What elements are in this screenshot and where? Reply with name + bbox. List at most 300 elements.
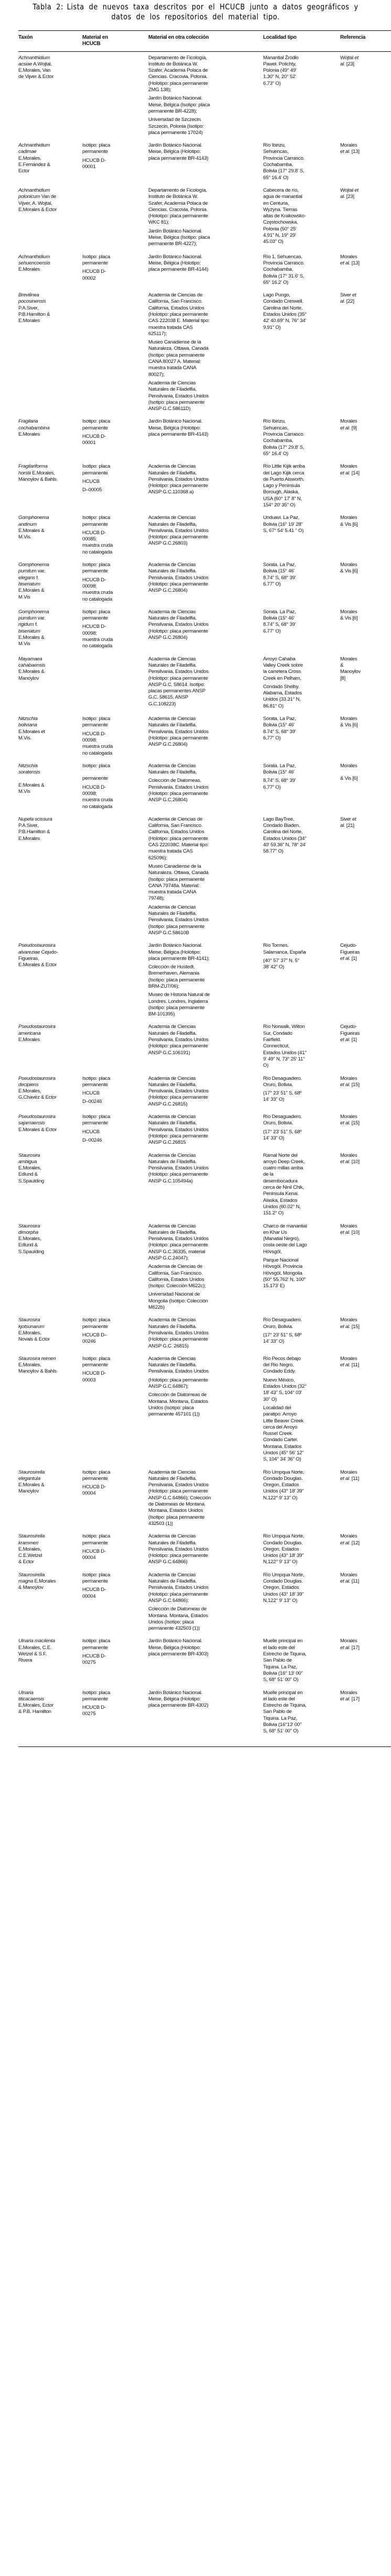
- cell-reference: [340, 1111, 391, 1149]
- cell-material-hcucb: [82, 1569, 148, 1635]
- cell-taxon: [18, 184, 82, 251]
- cell-locality-paragraph: (17° 23' 51" S, 68º 14' 33" O): [263, 1332, 302, 1345]
- cell-locality-paragraph: Cabecera de río, agua de manantial en Centuria, Wyżyna. Tierras altas de Krakowsko- Częstochowska, Polonia (50° 25' 4.91" N, 19° 29' 45.03" O): [263, 187, 306, 245]
- cell-material-other-paragraph: Colección de Diatomeas. Pensilvania, Estados Unidos (Holotipo: placa permanente ANSP G.C.26804): [148, 778, 209, 803]
- table-row: [18, 939, 391, 1021]
- reference-author: Wojtal: [340, 187, 355, 193]
- cell-taxon: [18, 415, 82, 460]
- cell-material-hcucb-paragraph: Isotipo: placa permanente: [82, 562, 111, 574]
- cell-locality-paragraph: Río Tormes. Salamanca, España: [263, 943, 306, 955]
- reference-citation: [22]: [345, 298, 354, 305]
- cell-material-hcucb: [82, 460, 148, 512]
- header-material-other: Material en otra colección: [148, 31, 263, 52]
- reference-author: Morales: [340, 253, 357, 260]
- cell-material-other-paragraph: Academia de Ciencias Naturales de Filadelfia. Pensilvania, Estados Unidos (Holotipo: placa permanente ANSP G.C.106191): [148, 1024, 209, 1056]
- cell-material-hcucb-paragraph: Isotipo: placa permanente: [82, 1638, 111, 1651]
- cell-material-hcucb: [82, 415, 148, 460]
- cell-locality: [263, 1111, 340, 1149]
- reference-author: Morales: [340, 1355, 357, 1362]
- taxon-author: E.Morales & Manoylov: [18, 669, 45, 681]
- reference-author: Morales: [340, 142, 357, 149]
- cell-material-other: [148, 289, 263, 415]
- header-reference: Referencia: [340, 31, 391, 52]
- taxon-name: Pseudostaurosira alvareziae: [18, 943, 56, 955]
- cell-locality-paragraph: Unduavi. La Paz, Bolivia (16° 19' 28" S, 67° 54' 5.41 " O): [263, 515, 304, 534]
- cell-material-hcucb: [82, 653, 148, 713]
- cell-locality: [263, 1635, 340, 1686]
- cell-material-other-paragraph: Colección de Hustedt. Bremerhaven, Alemania (Isotipo: placa permanente BRM-ZU7/06);: [148, 964, 205, 989]
- reference-author: Morales: [340, 1638, 357, 1644]
- cell-material-hcucb: [82, 289, 148, 415]
- cell-material-other-paragraph: Academia de Ciencias Naturales de Filadelfia. Pensilvania, Estados Unidos (Holotipo: placa permanente ANSP G.C. 26815): [148, 1317, 209, 1349]
- reference-et-al: et al.: [340, 1644, 351, 1651]
- cell-locality: [263, 1687, 340, 1747]
- cell-material-other-paragraph: Colección de Diatomeas de Montana. Montana, Estados Unidos (Isotipo: placa permanente 457101 (1)): [148, 1392, 208, 1418]
- taxon-name: Nitzschia boliviana: [18, 716, 38, 728]
- reference-citation: [12]: [350, 1540, 360, 1546]
- reference-author: Morales: [340, 418, 357, 425]
- cell-reference: [340, 606, 391, 653]
- cell-material-other-paragraph: Academia de Ciencias Naturales de Filadelfia. Pensilvania, Estados Unidos: [148, 1355, 209, 1375]
- taxon-author: E.Morales & M.Vis: [18, 782, 45, 794]
- cell-material-other-paragraph: Academia de Ciencias de California, San Francisco. California, Estados Unidos (Holotipo: placa permanente CAS 222038 E. Material tipo: muestra tratada CAS 625117);: [148, 292, 210, 337]
- cell-taxon: [18, 460, 82, 512]
- reference-citation: [1]: [350, 1037, 357, 1043]
- cell-locality: [263, 713, 340, 760]
- cell-material-other: [148, 1220, 263, 1314]
- taxon-author: P.A.Siver, P.B.Hamilton & E.Morales: [18, 823, 50, 842]
- cell-locality-paragraph: Arroyo Cahaba Valley Creek sobre la carretera Cross Creek en Pelham,: [263, 656, 303, 681]
- cell-material-hcucb: [82, 1111, 148, 1149]
- taxon-form: biseriatum: [18, 581, 40, 587]
- reference-et-al: et al.: [340, 1362, 351, 1368]
- reference-et-al: et al.: [340, 1081, 351, 1088]
- taxon-name: Achnanthidium cadimae: [18, 142, 50, 155]
- table-row: [18, 1314, 391, 1352]
- cell-taxon: [18, 289, 82, 415]
- cell-material-other: [148, 1021, 263, 1072]
- cell-material-other: [148, 139, 263, 184]
- header-locality: Localidad tipo: [263, 31, 340, 52]
- table-row: [18, 251, 391, 289]
- taxon-name: Gomphonema pumilum: [18, 609, 49, 622]
- reference-et-al: et al.: [340, 470, 351, 476]
- cell-taxon: [18, 1021, 82, 1072]
- cell-material-other-paragraph: Universidad de Szczecin. Szczecin, Polonia (Isotipo: placa permanente 17024): [148, 117, 204, 136]
- cell-reference: [340, 1220, 391, 1314]
- taxon-name: Nitzschia soratensis: [18, 762, 40, 776]
- cell-material-other: [148, 1149, 263, 1220]
- cell-reference: [340, 1569, 391, 1635]
- cell-material-other-paragraph: Jardín Botánico Nacional. Meise, Bélgica (Holotipo: placa permanente BR-4302): [148, 1689, 209, 1709]
- reference-author: Morales: [340, 1317, 357, 1323]
- reference-et-al: et al.: [340, 816, 356, 829]
- cell-locality: [263, 1149, 340, 1220]
- cell-material-other-paragraph: Academia de Ciencias de California, San Francisco. California, Estados Unidos (Holotipo: placa permanente CAS 222038C. Material tipo: muestra tratada CAS 625096);: [148, 816, 209, 861]
- cell-material-hcucb-paragraph: HCUCB: [82, 478, 100, 484]
- cell-material-other-paragraph: Universidad Nacional de Mongolia (Isotipo: Colección M622b): [148, 1291, 208, 1311]
- cell-locality-paragraph: (40° 57' 37" N, 5° 38' 42" O): [263, 957, 300, 970]
- reference-et-al: et al.: [340, 1540, 351, 1546]
- taxon-author: E.Morales: [18, 267, 40, 273]
- taxon-author: E.Morales, Novais & Ector: [18, 1330, 50, 1343]
- table-row: [18, 1635, 391, 1686]
- cell-material-hcucb: [82, 939, 148, 1021]
- cell-material-other-paragraph: Departamento de Ficología, Instituto de Botánica W. Szafer, Academia Polaca de Ciencias. Cracovia, Polonia. (Holotipo: placa permanente ZMG 138);: [148, 54, 208, 93]
- cell-locality-paragraph: 8.74" S, 68° 39' 6.77" O): [263, 778, 296, 790]
- taxon-author: E.Morales: [18, 432, 40, 438]
- reference-citation: [15]: [350, 1323, 360, 1330]
- reference-author: Morales: [340, 1469, 357, 1475]
- cell-material-hcucb-paragraph: HCUCB: [82, 1090, 100, 1097]
- table-body: [18, 51, 391, 1746]
- taxon-author: E.Morales & Manoylov: [18, 1578, 56, 1591]
- cell-locality: [263, 939, 340, 1021]
- reference-author: Morales: [340, 1114, 357, 1120]
- reference-et-al: et al.: [340, 1696, 351, 1702]
- taxon-name: Ulnaria macilenta: [18, 1638, 55, 1644]
- cell-reference: [340, 1530, 391, 1568]
- taxon-author: E.Morales et M.Vis.: [18, 728, 45, 741]
- cell-material-other: [148, 1111, 263, 1149]
- table-caption: [27, 0, 364, 22]
- cell-locality: [263, 559, 340, 606]
- taxon-author: E.Morales, G.Chavéz & Ector: [18, 1088, 57, 1101]
- cell-material-hcucb-paragraph: Isotipo: placa permanente: [82, 463, 111, 476]
- cell-material-hcucb-paragraph: HCUCB D- 00098; muestra cruda no catalogada: [82, 577, 113, 602]
- cell-material-other: [148, 1635, 263, 1686]
- cell-material-hcucb-paragraph: Isotipo: placa permanente: [82, 253, 111, 266]
- taxon-author: var.: [37, 615, 46, 622]
- cell-material-hcucb-paragraph: HCUCB D- 00098; muestra cruda no catalogada: [82, 784, 113, 810]
- cell-material-hcucb: [82, 1530, 148, 1568]
- cell-material-hcucb-paragraph: HCUCB D- 00002: [82, 269, 106, 281]
- cell-locality-paragraph: Sorata. La Paz, Bolivia (15° 46' 8.74" S, 68° 39' 6.77" O): [263, 609, 296, 634]
- reference-author: Morales & Vis [6]: [340, 762, 358, 782]
- taxon-name: Fragilariforma horstii: [18, 463, 48, 476]
- cell-material-hcucb-paragraph: Isotipo: placa permanente: [82, 1114, 111, 1126]
- cell-locality-paragraph: Sorata. La Paz, Bolivia (15° 46': [263, 762, 296, 776]
- table-row: [18, 760, 391, 813]
- cell-material-other: [148, 1073, 263, 1111]
- taxon-name: Gomphonema andinum: [18, 515, 49, 527]
- taxon-author: E.Morales, C.E. Wetzel & S.F. Rivera: [18, 1644, 52, 1664]
- cell-material-other-paragraph: Academia de Ciencias Naturales de Filadelfia. Pensilvania, Estados Unidos (Holotipo: placa permanente ANSP G.C.110368 a): [148, 463, 209, 495]
- cell-material-other-paragraph: Jardín Botánico Nacional. Meise, Bélgica (Isotipo: placa permanente BR-4228);: [148, 95, 210, 114]
- reference-citation: [17]: [350, 1644, 360, 1651]
- cell-locality: [263, 1021, 340, 1072]
- table-row: [18, 1530, 391, 1568]
- taxon-name: Gomphonema pumilum: [18, 562, 49, 574]
- reference-et-al: et al.: [340, 54, 359, 67]
- cell-material-other-paragraph: Academia de Ciencias Naturales de Filadelfia. Pensilvania, Estados Unidos (Holotipo: placa permanente ANSP G.C.26815): [148, 1075, 209, 1107]
- cell-material-hcucb: [82, 1149, 148, 1220]
- cell-locality-paragraph: Río Desaguadero. Oruro, Bolivia.: [263, 1114, 302, 1126]
- cell-material-other-paragraph: Jardín Botánico Nacional. Meise, Bélgica (Holotipo: placa permanente BR-4144): [148, 253, 209, 273]
- taxon-variety: elegans: [18, 574, 35, 581]
- cell-material-other-paragraph: Academia de Ciencias Naturales de Filadelfia. Pensilvania, Estados Unidos (Holotipo: placa permanente ANSP G.C.26804): [148, 609, 209, 641]
- cell-locality: [263, 415, 340, 460]
- cell-reference: [340, 653, 391, 713]
- reference-et-al: et al.: [340, 1323, 351, 1330]
- cell-locality: [263, 1569, 340, 1635]
- reference-et-al: et al.: [340, 1158, 351, 1165]
- cell-material-hcucb-paragraph: Isotipo: placa permanente: [82, 1355, 111, 1368]
- reference-author: Morales: [340, 1689, 357, 1696]
- cell-locality-paragraph: Río Ibirizu, Sehuencas, Provincia Carrasco. Cochabamba, Bolivia (17° 29.8' S, 65° 16.4' O): [263, 418, 305, 457]
- cell-locality-paragraph: Río Umpqua Norte, Condado Douglas. Oregon, Estados Unidos (43° 18' 39" N,122° 9' 13" O): [263, 1469, 305, 1501]
- reference-citation: [11]: [350, 1362, 360, 1368]
- cell-material-other: [148, 559, 263, 606]
- cell-material-other: [148, 1466, 263, 1531]
- cell-locality: [263, 1314, 340, 1352]
- reference-author: Morales & Vis [6]: [340, 562, 358, 574]
- cell-material-other-paragraph: Departamento de Ficología, Instituto de Botánica W. Szafer, Academia Polaca de Ciencias. Cracovia, Polonia. (Holotipo: placa permanente WKC 81);: [148, 187, 208, 226]
- cell-reference: [340, 1314, 391, 1352]
- cell-taxon: [18, 813, 82, 939]
- cell-locality: [263, 289, 340, 415]
- table-row: [18, 139, 391, 184]
- cell-taxon: [18, 139, 82, 184]
- cell-material-other-paragraph: Jardín Botánico Nacional. Meise, Bélgica (Holotipo: placa permanente BR-4143): [148, 142, 209, 161]
- cell-material-hcucb-paragraph: HCUCB D- 00275: [82, 1653, 106, 1666]
- cell-material-other-paragraph: Academia de Ciencias Naturales de Filadelfia. Pensilvania, Estados Unidos (Isotipo: placa permanente ANSP G.C.58611D): [148, 380, 209, 412]
- header-taxon: Taxón: [18, 31, 82, 52]
- cell-material-hcucb-paragraph: HCUCB D- 00275: [82, 1705, 106, 1717]
- reference-author: Morales: [340, 1572, 357, 1578]
- cell-locality-paragraph: Río Umpqua Norte, Condado Douglas. Oregon, Estados Unidos (43° 18' 39" N,122° 9' 13" O): [263, 1572, 305, 1604]
- reference-citation: [23]: [345, 61, 354, 67]
- cell-locality-paragraph: Sorata. La Paz, Bolivia (15° 46' 8.74" S, 68° 39' 6.77" O): [263, 716, 296, 741]
- table-row: [18, 51, 391, 139]
- cell-material-hcucb-paragraph: HCUCB: [82, 1129, 100, 1135]
- cell-material-hcucb-paragraph: Isotipo: placa permanente: [82, 418, 111, 431]
- cell-material-other-paragraph: Jardín Botánico Nacional. Meise, Bélgica (Holotipo: placa permanente BR-4303): [148, 1638, 209, 1657]
- taxon-name: Staurosira kjotsunarum: [18, 1317, 45, 1330]
- cell-material-hcucb-paragraph: Isotipo: placa permanente: [82, 1572, 111, 1585]
- cell-material-hcucb-paragraph: D–00246: [82, 1137, 102, 1143]
- taxon-name: Mayamaea cahabaensis: [18, 656, 46, 668]
- taxon-name: Achnanthidium sehuencoensis: [18, 253, 50, 266]
- taxon-author: A.Wojtal, E.Morales, Van de Vijver & Ector: [18, 61, 54, 80]
- taxa-table: [18, 30, 391, 1747]
- cell-reference: [340, 460, 391, 512]
- cell-locality-paragraph: Nuevo México, Estados Unidos (32° 18' 43" S, 104° 03' 30" O): [263, 1377, 307, 1402]
- cell-material-other-paragraph: Museo Canadiense de la Naturaleza. Ottawa, Canadá (Isotipo: placa permanente CANA 80027 A. Material: muestra tratada CANA 80027);: [148, 339, 209, 378]
- cell-material-other: [148, 813, 263, 939]
- taxon-name: Ulnaria titicacaensis: [18, 1689, 45, 1702]
- cell-material-hcucb: [82, 813, 148, 939]
- cell-material-other-paragraph: (Holotipo: placa permanente ANSP G.C.64867);: [148, 1377, 208, 1390]
- cell-taxon: [18, 1314, 82, 1352]
- header-material-hcucb: Material en HCUCB: [82, 31, 148, 52]
- cell-locality-paragraph: Lago BayTree, Condado Bladen. Carolina del Norte, Estados Unidos (34° 40' 59.36" N, 78° 24' 58.77" O): [263, 816, 307, 855]
- cell-reference: [340, 813, 391, 939]
- taxon-author: E.Morales & M.Vis.: [18, 527, 45, 540]
- cell-material-other: [148, 460, 263, 512]
- taxon-name: Achnanthidium polonicum: [18, 187, 50, 200]
- cell-material-other: [148, 1687, 263, 1747]
- table-header-row: [18, 31, 391, 52]
- table-row: [18, 713, 391, 760]
- cell-locality: [263, 1220, 340, 1314]
- reference-author: Morales & Vis [6]: [340, 716, 358, 728]
- taxon-author: E.Morales & Ector: [18, 1126, 57, 1133]
- cell-material-hcucb-paragraph: HCUCB D- 00001: [82, 157, 106, 170]
- taxon-author: E.Morales, Manoylov & Bahls: [18, 470, 57, 482]
- cell-material-hcucb-paragraph: HCUCB D- 00085; muestra cruda no catalogada: [82, 529, 113, 555]
- reference-citation: [15]: [350, 1081, 360, 1088]
- taxon-name: Pseudostaurosira sajamaensis: [18, 1114, 56, 1126]
- cell-material-other-paragraph: Academia de Ciencias Naturales de Filadelfia. Pensilvania, Estados Unidos (Holotipo: placa permanente ANSP G.C.64866); Colección de Diatomeas de Montana. Montana, Estados Unidos (Isotipo: placa permanente 432503 (1)): [148, 1469, 211, 1527]
- table-row: [18, 1466, 391, 1531]
- cell-taxon: [18, 713, 82, 760]
- taxon-name: Achnanthidium acsiae: [18, 54, 50, 67]
- cell-material-hcucb: [82, 51, 148, 139]
- reference-citation: [11]: [350, 1578, 360, 1585]
- cell-reference: [340, 1353, 391, 1466]
- cell-material-hcucb-paragraph: HCUCB D- 00001: [82, 434, 106, 446]
- cell-taxon: [18, 1149, 82, 1220]
- cell-material-other-paragraph: Academia de Ciencias Naturales de Filadelfia. Pensilvania, Estados Unidos (Holotipo: placa permanente ANSP G.C.26804): [148, 716, 209, 748]
- cell-reference: [340, 1021, 391, 1072]
- cell-locality: [263, 51, 340, 139]
- table-row: [18, 1220, 391, 1314]
- cell-material-hcucb-paragraph: HCUCB D- 00004: [82, 1548, 106, 1561]
- cell-locality: [263, 1073, 340, 1111]
- cell-material-other-paragraph: Academia de Ciencias Naturales de Filadelfia. Pensilvania, Estados Unidos (Holotipo: placa permanente ANSP G.C. 58614. Isotipo: placas permanentes ANSP G.C. 58615, ANSP G.C.108223): [148, 656, 209, 707]
- cell-taxon: [18, 1530, 82, 1568]
- cell-material-hcucb: [82, 139, 148, 184]
- cell-reference: [340, 251, 391, 289]
- cell-material-other-paragraph: Academia de Ciencias Naturales de Filadelfia. Pensilvania, Estados Unidos (Holotipo: placa permanente ANSP G.C.105494a): [148, 1152, 209, 1184]
- reference-citation: [23]: [345, 194, 354, 200]
- cell-material-hcucb-paragraph: Isotipo: placa permanente: [82, 762, 111, 782]
- cell-locality: [263, 653, 340, 713]
- reference-author: Siver: [340, 816, 353, 822]
- cell-material-other: [148, 1569, 263, 1635]
- cell-material-other-paragraph: Academia de Ciencias Naturales de Filadelfia,: [148, 762, 197, 776]
- cell-material-other: [148, 939, 263, 1021]
- taxon-author: E.Morales, Edlund & S.Spaulding: [18, 1165, 44, 1184]
- taxon-variety: rigidum: [18, 622, 34, 628]
- table-row: [18, 415, 391, 460]
- cell-locality: [263, 606, 340, 653]
- cell-material-hcucb-paragraph: HCUCB D- 00098; muestra cruda no catalogada: [82, 731, 113, 756]
- cell-reference: [340, 559, 391, 606]
- table-row: [18, 606, 391, 653]
- cell-taxon: [18, 760, 82, 813]
- caption-label: Tabla 2:: [32, 2, 63, 12]
- reference-et-al: et al.: [340, 1120, 351, 1126]
- cell-material-hcucb-paragraph: D–00246: [82, 1099, 102, 1105]
- cell-taxon: [18, 1687, 82, 1747]
- cell-material-hcucb: [82, 1073, 148, 1111]
- reference-citation: [1]: [350, 955, 357, 961]
- cell-locality-paragraph: Muelle principal en el lado este del Estrecho de Tiquina, San Pablo de Tiquina. La Paz, Bolivia (16° 13' 00" S, 68° 51' 00" O): [263, 1638, 307, 1683]
- cell-material-other-paragraph: Academia de Ciencias Naturales de Filadelfia. Pensilvania, Estados Unidos (Holotipo: placa permanente ANSP G.C.64866);: [148, 1572, 209, 1604]
- cell-locality-paragraph: Río Umpqua Norte, Condado Douglas. Oregon, Estados Unidos (43° 18' 39" N,122° 9' 13" O): [263, 1533, 305, 1565]
- reference-author: Morales & Manoylov [8]: [340, 656, 361, 681]
- cell-locality-paragraph: Río Norwalk, Wilton Sur, Condado Fairfield. Connecticut, Estados Unidos (41° 9' 49" N, 73° 25' 11" O): [263, 1024, 307, 1069]
- reference-citation: [15]: [350, 1120, 360, 1126]
- cell-material-hcucb-paragraph: D–00005: [82, 487, 102, 493]
- cell-locality: [263, 184, 340, 251]
- cell-material-hcucb: [82, 1687, 148, 1747]
- cell-reference: [340, 713, 391, 760]
- taxon-name: Staurosira reimeri: [18, 1355, 56, 1362]
- cell-reference: [340, 415, 391, 460]
- taxon-name: Staurosira ambigua: [18, 1152, 40, 1165]
- cell-taxon: [18, 939, 82, 1021]
- cell-material-hcucb-paragraph: Isotipo: placa permanente: [82, 142, 111, 155]
- cell-material-other: [148, 713, 263, 760]
- table-row: [18, 653, 391, 713]
- cell-material-hcucb-paragraph: Isotipo: placa permanente: [82, 1075, 111, 1088]
- cell-taxon: [18, 1111, 82, 1149]
- cell-material-hcucb-paragraph: Isotipo: placa permanente: [82, 515, 111, 527]
- table-row: [18, 1021, 391, 1072]
- taxon-author: Cejudo- Figueiras, E.Morales & Ector: [18, 949, 58, 968]
- reference-citation: [21]: [345, 823, 354, 829]
- cell-material-other-paragraph: Academia de Ciencias Naturales de Filadelfia. Pensilvania, Estados Unidos (Holotipo: placa permanente ANSP G.C.26815: [148, 1114, 209, 1146]
- cell-locality-paragraph: (17° 23' 51" S, 68º 14' 33" O): [263, 1129, 302, 1141]
- cell-material-other: [148, 251, 263, 289]
- cell-taxon: [18, 559, 82, 606]
- reference-author: Morales & Vis [6]: [340, 609, 358, 622]
- cell-material-other-paragraph: Jardín Botánico Nacional. Meise, Bélgica (Holotipo: placa permanente BR-4143): [148, 418, 209, 438]
- table-row: [18, 512, 391, 559]
- reference-author: Cejudo- Figueiras: [340, 943, 360, 955]
- cell-material-other-paragraph: Museo de Historia Natural de Londres. Londres, Inglaterra (Isotipo: placa permanente BM-101395): [148, 992, 210, 1018]
- table-row: [18, 1073, 391, 1111]
- reference-et-al: et al.: [340, 425, 351, 431]
- table-row: [18, 559, 391, 606]
- cell-material-other-paragraph: Academia de Ciencias Naturales de Filadelfia. Pensilvania, Estados Unidos (Isotipo: placa permanente ANSP G.C.58610B: [148, 904, 209, 936]
- taxon-name: Staurosira dimorpha: [18, 1223, 40, 1235]
- cell-material-hcucb: [82, 713, 148, 760]
- cell-material-hcucb: [82, 184, 148, 251]
- cell-material-hcucb-paragraph: HCUCB D- 00004: [82, 1587, 106, 1599]
- cell-locality-paragraph: Parque Nacional Hövsgöl. Provincia Hövsgöl, Mongolia (50° 55.762' N, 100° 15.173' E): [263, 1257, 306, 1289]
- table-row: [18, 813, 391, 939]
- cell-locality-paragraph: Manantial Źródło Paweł. Polichty, Polonia (49° 49' 1.30" N, 20° 52' 6.73" O): [263, 54, 299, 86]
- cell-locality-paragraph: Río 1, Sehuencas, Provincia Carrasco. Cochabamba, Bolivia (17° 31.6' S, 65° 16.2' O): [263, 253, 305, 285]
- cell-material-other-paragraph: Museo Canadiense de la Naturaleza. Ottawa, Canadá (Isotipo: placa permanente CANA 79748a. Material: muestra tratada CANA 79748);: [148, 863, 209, 902]
- taxon-author: var.: [37, 568, 46, 574]
- cell-material-other: [148, 606, 263, 653]
- cell-reference: [340, 1466, 391, 1531]
- cell-reference: [340, 1687, 391, 1747]
- reference-citation: [9]: [350, 425, 357, 431]
- cell-taxon: [18, 1635, 82, 1686]
- taxon-author: E.Morales, Manoylov & Bahls: [18, 1362, 57, 1375]
- cell-taxon: [18, 251, 82, 289]
- cell-locality-paragraph: Localidad del paratipo: Arroyo Little Beaver Creek cerca del Arroyo Russel Creek. Condado Carter. Montana, Estados Unidos (45° 56' 12" S, 104° 34' 36" O): [263, 1405, 304, 1463]
- taxon-author: E.Morales & M.Vis: [18, 635, 45, 647]
- cell-material-other-paragraph: Jardín Botánico Nacional. Meise, Bélgica (Isotipo: placa permanente BR-4227);: [148, 228, 210, 247]
- taxon-name: Staurosirella elegantula: [18, 1469, 45, 1482]
- cell-material-other: [148, 760, 263, 813]
- cell-material-hcucb-paragraph: Isotipo: placa permanente: [82, 1533, 111, 1546]
- cell-reference: [340, 289, 391, 415]
- reference-author: Morales & Vis [6]: [340, 515, 358, 527]
- cell-reference: [340, 512, 391, 559]
- taxon-author: E.Morales, E.Fernández & Ector: [18, 155, 50, 174]
- cell-taxon: [18, 51, 82, 139]
- cell-locality: [263, 813, 340, 939]
- reference-citation: [11]: [350, 1475, 360, 1482]
